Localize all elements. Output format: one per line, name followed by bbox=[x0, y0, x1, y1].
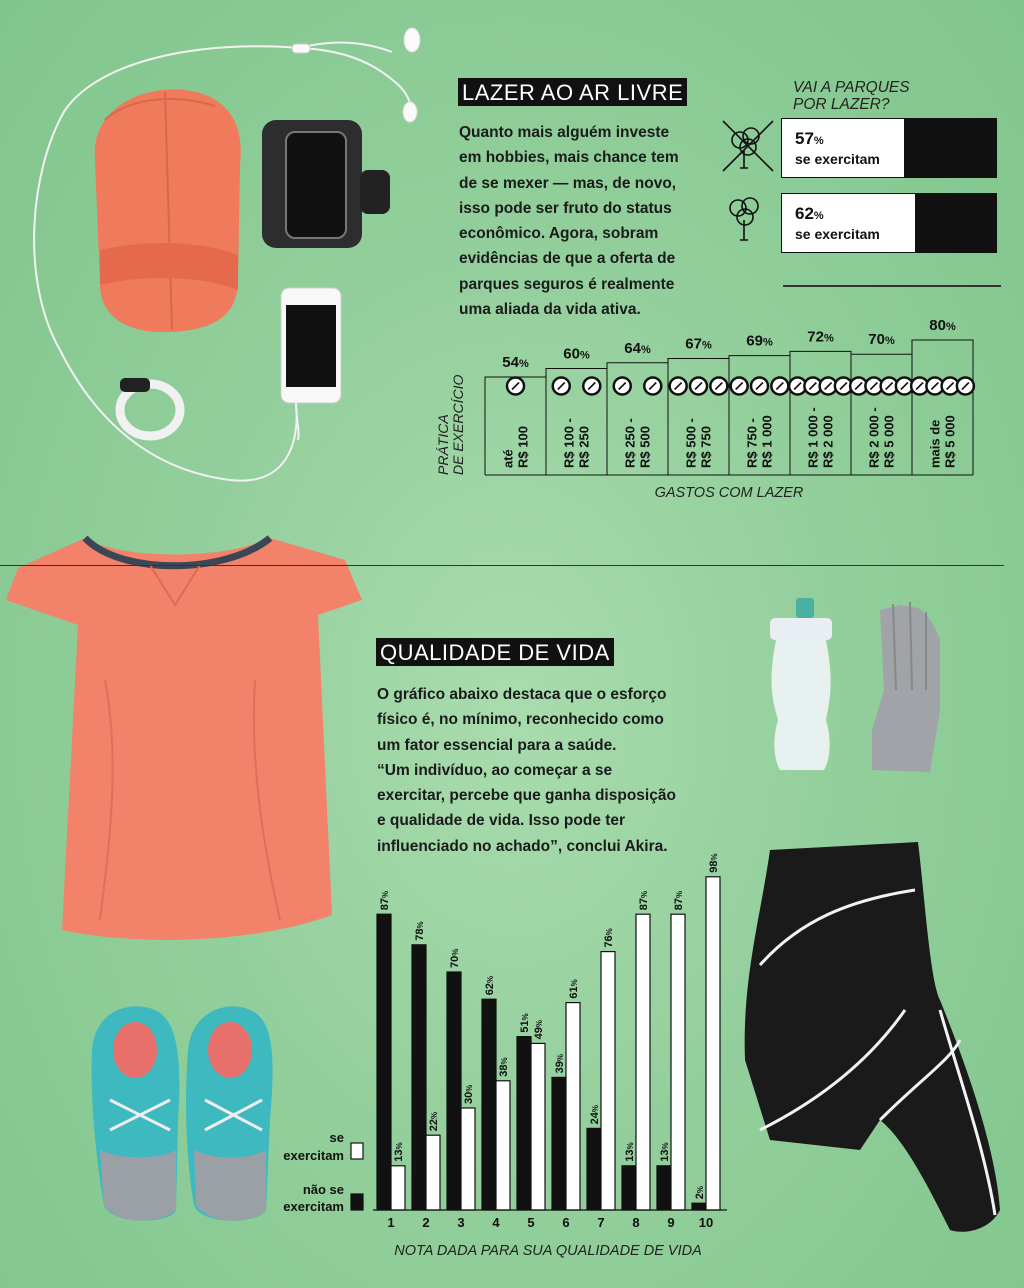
bar-se-exercitam bbox=[461, 1108, 475, 1210]
x-axis-label: NOTA DADA PARA SUA QUALIDADE DE VIDA bbox=[394, 1243, 702, 1259]
category-label bbox=[623, 418, 653, 468]
tree-icon bbox=[730, 198, 758, 240]
bar-nao-se-exercitam bbox=[482, 999, 496, 1210]
bar-se-exercitam bbox=[426, 1135, 440, 1210]
section-heading-qualidade: QUALIDADE DE VIDA bbox=[376, 638, 614, 666]
bar-value-label: 87% bbox=[673, 890, 685, 911]
category-line: até bbox=[500, 449, 516, 468]
paragraph-line: um fator essencial para a saúde. bbox=[377, 736, 617, 754]
bar-se-exercitam bbox=[601, 952, 615, 1210]
category-label bbox=[745, 415, 775, 468]
bar-se-exercitam bbox=[496, 1081, 510, 1210]
parks-no-label: se exercitam bbox=[795, 151, 880, 167]
section-heading-lazer: LAZER AO AR LIVRE bbox=[458, 78, 687, 106]
paragraph-line: uma aliada da vida ativa. bbox=[459, 301, 641, 319]
value-label: 64% bbox=[624, 339, 651, 357]
armband-icon bbox=[262, 120, 390, 248]
parks-bar-yes bbox=[781, 193, 997, 253]
paragraph-line: de se mexer — mas, de novo, bbox=[459, 174, 677, 192]
legend-swatch-se-exercitam bbox=[351, 1143, 363, 1159]
x-tick-label: 3 bbox=[457, 1215, 465, 1230]
bar-value-label: 87% bbox=[379, 890, 391, 911]
value-label: 80% bbox=[929, 317, 956, 334]
bar-value-label: 13% bbox=[393, 1142, 405, 1162]
paragraph-line: Quanto mais alguém investe bbox=[459, 124, 670, 141]
bar-value-label: 62% bbox=[484, 975, 496, 996]
divider-sections bbox=[0, 565, 1004, 566]
gloves-icon bbox=[872, 602, 940, 772]
parks-bar-no bbox=[781, 118, 997, 178]
x-tick-label: 4 bbox=[492, 1215, 500, 1230]
x-tick-label: 7 bbox=[597, 1215, 605, 1230]
bar-value-label: 13% bbox=[624, 1142, 636, 1162]
category-label bbox=[928, 415, 958, 468]
bar-se-exercitam bbox=[671, 914, 685, 1210]
value-label: 67% bbox=[685, 335, 712, 353]
bar-nao-se-exercitam bbox=[447, 972, 461, 1210]
bar-value-label: 22% bbox=[428, 1111, 440, 1132]
paragraph-line: em hobbies, mais chance tem bbox=[459, 149, 679, 167]
chart-gastos-lazer bbox=[430, 300, 990, 510]
category-line: R$ 5 000 bbox=[881, 415, 897, 468]
bar-se-exercitam bbox=[391, 1166, 405, 1210]
cap-icon bbox=[95, 89, 241, 332]
bar-value-label: 39% bbox=[554, 1054, 566, 1074]
category-line: R$ 5 000 bbox=[942, 415, 958, 468]
paragraph-line: O gráfico abaixo destaca que o esforço bbox=[377, 686, 667, 703]
category-label bbox=[501, 426, 531, 468]
category-line: R$ 1 000 bbox=[759, 415, 775, 468]
bar-se-exercitam bbox=[531, 1043, 545, 1210]
category-line: R$ 250 - bbox=[622, 418, 638, 468]
paragraph-line: exercitar, percebe que ganha disposição bbox=[377, 787, 676, 805]
bar-nao-se-exercitam bbox=[587, 1128, 601, 1210]
category-line: R$ 100 bbox=[515, 426, 531, 468]
bar-value-label: 38% bbox=[498, 1057, 510, 1077]
x-tick-label: 9 bbox=[667, 1215, 675, 1230]
phone-icon bbox=[281, 288, 341, 440]
parks-bar-yes-text: 62% se exercitam bbox=[795, 204, 880, 242]
y-axis-label-line: DE EXERCÍCIO bbox=[450, 374, 466, 475]
parks-question-line: VAI A PARQUES bbox=[793, 79, 910, 96]
bar-value-label: 2% bbox=[694, 1185, 706, 1200]
paragraph-line: físico é, no mínimo, reconhecido como bbox=[377, 711, 664, 729]
value-label: 72% bbox=[807, 328, 834, 346]
bar-value-label: 98% bbox=[708, 853, 720, 873]
bar-se-exercitam bbox=[706, 877, 720, 1210]
bar-value-label: 13% bbox=[659, 1142, 671, 1162]
legend-swatch-nao-se-exercitam bbox=[351, 1194, 363, 1210]
y-axis-label-line: PRÁTICA bbox=[435, 414, 451, 475]
bar-value-label: 24% bbox=[589, 1105, 601, 1125]
value-label: 60% bbox=[563, 345, 590, 363]
category-line: R$ 750 - bbox=[744, 418, 760, 468]
bar-value-label: 51% bbox=[519, 1013, 531, 1033]
parks-question bbox=[793, 79, 910, 113]
bar-value-label: 87% bbox=[638, 890, 650, 911]
bar-se-exercitam bbox=[636, 914, 650, 1210]
bar-value-label: 49% bbox=[533, 1020, 545, 1040]
fitness-band-icon bbox=[120, 378, 180, 436]
leggings-icon bbox=[745, 842, 1000, 1232]
category-line: R$ 750 bbox=[698, 426, 714, 468]
category-label bbox=[562, 418, 592, 468]
x-axis-label: GASTOS COM LAZER bbox=[654, 485, 804, 501]
paragraph-line: econômico. Agora, sobram bbox=[459, 225, 659, 243]
parks-yes-pct: 62 bbox=[795, 204, 814, 223]
water-bottle-icon bbox=[770, 598, 832, 770]
paragraph-line: parques seguros é realmente bbox=[459, 275, 675, 293]
category-label bbox=[684, 418, 714, 468]
legend-label: não se bbox=[302, 1182, 344, 1197]
bar-value-label: 30% bbox=[463, 1084, 475, 1104]
bar-value-label: 76% bbox=[603, 928, 615, 948]
x-tick-label: 6 bbox=[562, 1215, 570, 1230]
paragraph-line: isso pode ser fruto do status bbox=[459, 199, 672, 217]
bar-value-label: 78% bbox=[414, 921, 426, 941]
bar-se-exercitam bbox=[566, 1003, 580, 1210]
category-line: R$ 250 bbox=[576, 426, 592, 468]
paragraph-line: evidências de que a oferta de bbox=[459, 250, 676, 268]
legend-label: exercitam bbox=[283, 1199, 344, 1214]
legend-label: exercitam bbox=[283, 1148, 344, 1163]
category-line: R$ 2 000 bbox=[820, 415, 836, 468]
value-label: 69% bbox=[746, 332, 773, 350]
bar-nao-se-exercitam bbox=[517, 1037, 531, 1210]
x-tick-label: 1 bbox=[387, 1215, 395, 1230]
divider-parks bbox=[783, 285, 1001, 287]
category-label bbox=[806, 407, 836, 468]
bar-nao-se-exercitam bbox=[657, 1166, 671, 1210]
bar-value-label: 70% bbox=[449, 948, 461, 968]
category-line: mais de bbox=[927, 419, 943, 468]
x-tick-label: 2 bbox=[422, 1215, 430, 1230]
category-line: R$ 500 bbox=[637, 426, 653, 468]
parks-question-line: POR LAZER? bbox=[793, 96, 890, 113]
paragraph-line: e qualidade de vida. Isso pode ter bbox=[377, 812, 626, 830]
value-label: 70% bbox=[868, 331, 895, 349]
paragraph-line: influenciado no achado”, conclui Akira. bbox=[377, 837, 668, 855]
x-tick-label: 10 bbox=[698, 1215, 714, 1230]
parks-no-pct: 57 bbox=[795, 129, 814, 148]
parks-bar-no-text: 57% se exercitam bbox=[795, 129, 880, 167]
bar-nao-se-exercitam bbox=[412, 945, 426, 1210]
category-line: R$ 100 - bbox=[561, 418, 577, 468]
bar-value-label: 61% bbox=[568, 979, 580, 999]
category-line: R$ 500 - bbox=[683, 418, 699, 468]
category-line: R$ 1 000 - bbox=[805, 407, 821, 468]
x-tick-label: 5 bbox=[527, 1215, 535, 1230]
parks-yes-label: se exercitam bbox=[795, 226, 880, 242]
parks-icons bbox=[718, 116, 778, 248]
sneakers-icon bbox=[92, 1006, 273, 1220]
bar-nao-se-exercitam bbox=[552, 1077, 566, 1210]
y-axis-label bbox=[435, 375, 466, 475]
bar-nao-se-exercitam bbox=[622, 1166, 636, 1210]
value-label: 54% bbox=[502, 354, 529, 371]
tree-crossed-icon bbox=[723, 121, 773, 171]
bar-nao-se-exercitam bbox=[692, 1203, 706, 1210]
category-label bbox=[867, 407, 897, 468]
x-tick-label: 8 bbox=[632, 1215, 640, 1230]
chart-qualidade-vida bbox=[260, 830, 740, 1270]
paragraph-line: “Um indivíduo, ao começar a se bbox=[377, 761, 613, 779]
bar-nao-se-exercitam bbox=[377, 914, 391, 1210]
category-line: R$ 2 000 - bbox=[866, 407, 882, 468]
legend-label: se bbox=[329, 1130, 344, 1145]
